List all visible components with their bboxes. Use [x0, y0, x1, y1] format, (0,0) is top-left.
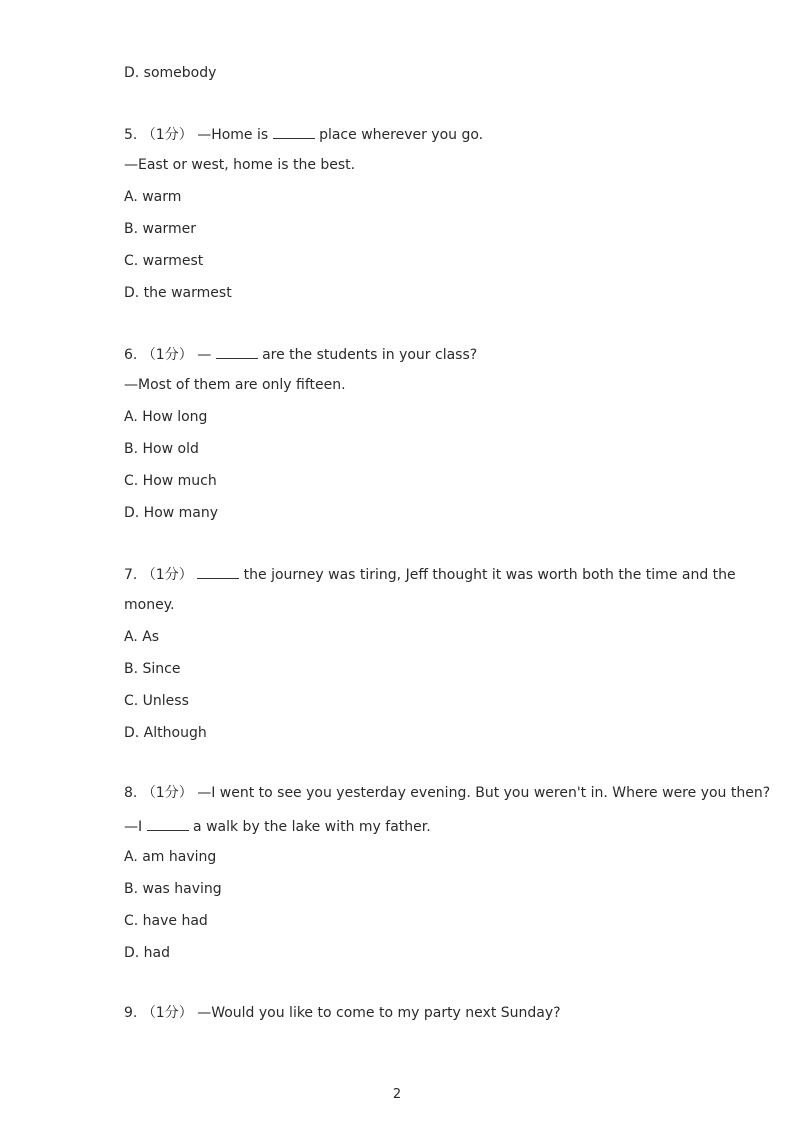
answer-blank [147, 816, 189, 831]
option-d: D. the warmest [124, 285, 232, 301]
question-score: （1分） [141, 347, 193, 363]
option-d: D. somebody [124, 65, 217, 81]
option-b: B. Since [124, 661, 181, 677]
answer-blank [273, 124, 315, 139]
page-number: 2 [392, 1087, 402, 1102]
question-prompt: 9. （1分） —Would you like to come to my party next Sunday? [124, 1005, 561, 1021]
question-score: （1分） [141, 785, 193, 801]
option-c: C. warmest [124, 253, 204, 269]
option-d: D. Although [124, 725, 207, 741]
answer-blank [216, 344, 258, 359]
option-c: C. How much [124, 473, 217, 489]
answer-blank [197, 564, 239, 579]
question-number: 6. [124, 347, 138, 363]
question-score: （1分） [141, 567, 193, 583]
option-b: B. was having [124, 881, 222, 897]
option-d: D. had [124, 945, 171, 961]
option-a: A. How long [124, 409, 208, 425]
question-score: （1分） [141, 127, 193, 143]
option-c: C. have had [124, 913, 208, 929]
question-number: 5. [124, 127, 138, 143]
question-line2: money. [124, 597, 175, 613]
option-d: D. How many [124, 505, 219, 521]
question-prompt: 6. （1分） — are the students in your class? [124, 344, 477, 364]
question-prompt: 8. （1分） —I went to see you yesterday evening. But you weren't in. Where were you then? [124, 785, 771, 801]
question-number: 7. [124, 567, 138, 583]
question-prompt: 7. （1分） the journey was tiring, Jeff thought it was worth both the time and the [124, 564, 736, 584]
question-line2: —Most of them are only fifteen. [124, 377, 346, 393]
option-b: B. How old [124, 441, 199, 457]
option-b: B. warmer [124, 221, 197, 237]
question-number: 8. [124, 785, 138, 801]
question-line2: —I a walk by the lake with my father. [124, 816, 431, 836]
option-c: C. Unless [124, 693, 189, 709]
question-number: 9. [124, 1005, 138, 1021]
question-score: （1分） [141, 1005, 193, 1021]
question-prompt: 5. （1分） —Home is place wherever you go. [124, 124, 483, 144]
option-a: A. As [124, 629, 160, 645]
option-a: A. warm [124, 189, 182, 205]
option-a: A. am having [124, 849, 217, 865]
question-line2: —East or west, home is the best. [124, 157, 356, 173]
